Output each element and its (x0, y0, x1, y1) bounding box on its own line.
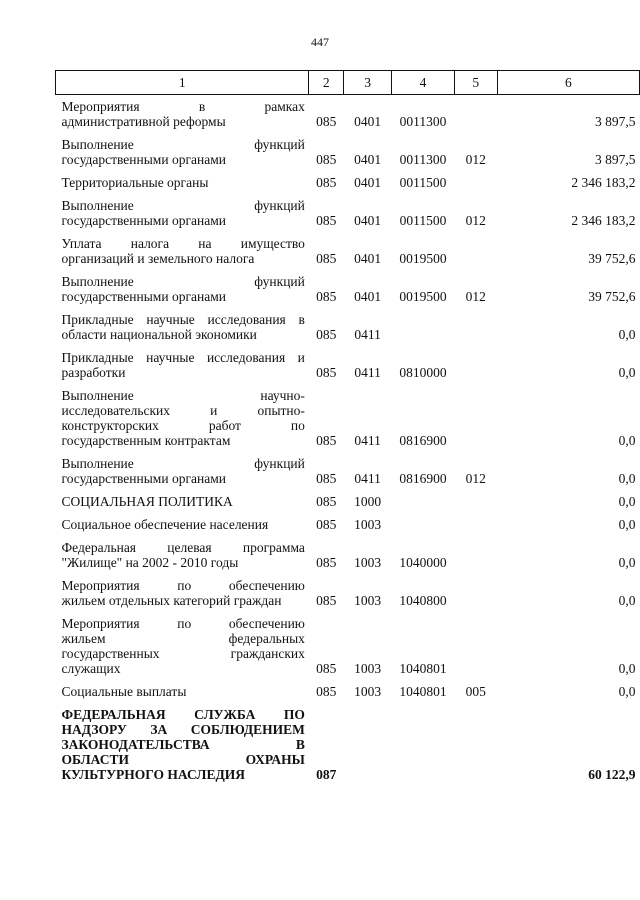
row-name-line: Социальные выплаты (61, 684, 187, 699)
table-row (56, 574, 640, 612)
expense-type-code (454, 308, 497, 346)
row-name-line: разработки (61, 365, 126, 380)
row-name-line: жильем федеральных (61, 631, 305, 646)
amount: 0,0 (618, 593, 636, 608)
expense-type-code (454, 703, 497, 786)
row-name-line: государственными органами (61, 471, 226, 486)
ministry-code: 087 (316, 767, 337, 782)
expense-type-code (454, 95, 497, 134)
page-number: 447 (311, 35, 329, 49)
row-name-line: НАДЗОРУ ЗА СОБЛЮДЕНИЕМ (61, 722, 305, 737)
section-code: 1003 (354, 661, 382, 676)
row-name-line: государственным контрактам (61, 433, 231, 448)
table-row (56, 490, 640, 513)
table-row (56, 536, 640, 574)
table-row (56, 232, 640, 270)
section-code: 1003 (354, 517, 382, 532)
row-name (56, 346, 309, 384)
row-name-line: ФЕДЕРАЛЬНАЯ СЛУЖБА ПО (61, 707, 305, 722)
target-code: 1040000 (399, 555, 447, 570)
amount: 2 346 183,2 (571, 175, 636, 190)
section-code: 0411 (354, 471, 381, 486)
amount: 3 897,5 (595, 152, 636, 167)
row-name-line: Выполнение функций (61, 198, 305, 213)
row-name-line: Выполнение функций (61, 137, 305, 152)
amount: 39 752,6 (588, 289, 636, 304)
table-row (56, 346, 640, 384)
section-code: 0401 (354, 114, 382, 129)
amount: 0,0 (618, 433, 636, 448)
row-name (56, 133, 309, 171)
expense-type-code (454, 612, 497, 680)
row-name-line: Мероприятия в рамках (61, 99, 305, 114)
ministry-code: 085 (316, 327, 337, 342)
expense-type-code: 005 (465, 684, 486, 699)
expense-type-code (454, 346, 497, 384)
amount: 60 122,9 (588, 767, 636, 782)
target-code (392, 308, 455, 346)
row-name (56, 384, 309, 452)
target-code: 1040800 (399, 593, 447, 608)
row-name (56, 536, 309, 574)
row-name-line: государственными органами (61, 152, 226, 167)
column-header-4: 4 (392, 71, 455, 95)
section-code: 0401 (354, 251, 382, 266)
row-name-line: Территориальные органы (61, 175, 209, 190)
expense-type-code (454, 574, 497, 612)
ministry-code: 085 (316, 251, 337, 266)
expense-type-code (454, 513, 497, 536)
row-name (56, 308, 309, 346)
amount: 0,0 (618, 517, 636, 532)
table-header (56, 71, 640, 95)
expense-type-code (454, 490, 497, 513)
table-row (56, 513, 640, 536)
row-name-line: Мероприятия по обеспечению (61, 616, 305, 631)
column-header-5: 5 (454, 71, 497, 95)
target-code (392, 703, 455, 786)
section-code: 1003 (354, 555, 382, 570)
ministry-code: 085 (316, 684, 337, 699)
row-name-line: Выполнение функций (61, 274, 305, 289)
row-name-line: области национальной экономики (61, 327, 257, 342)
ministry-code: 085 (316, 555, 337, 570)
column-header-6: 6 (497, 71, 639, 95)
table-row (56, 171, 640, 194)
row-name (56, 270, 309, 308)
expense-type-code: 012 (465, 289, 486, 304)
ministry-code: 085 (316, 494, 337, 509)
target-code: 0011300 (399, 114, 447, 129)
row-name-line: государственными органами (61, 213, 226, 228)
row-name (56, 194, 309, 232)
target-code (392, 490, 455, 513)
ministry-code: 085 (316, 152, 337, 167)
section-code: 0411 (354, 365, 381, 380)
row-name-line: государственными органами (61, 289, 226, 304)
target-code: 0011300 (399, 152, 447, 167)
row-name-line: "Жилище" на 2002 - 2010 годы (61, 555, 239, 570)
row-name-line: Прикладные научные исследования в (61, 312, 305, 327)
section-code: 1003 (354, 593, 382, 608)
ministry-code: 085 (316, 114, 337, 129)
row-name-line: административной реформы (61, 114, 226, 129)
row-name-line: Федеральная целевая программа (61, 540, 305, 555)
row-name (56, 680, 309, 703)
target-code: 0816900 (399, 471, 447, 486)
amount: 2 346 183,2 (571, 213, 636, 228)
row-name-line: СОЦИАЛЬНАЯ ПОЛИТИКА (61, 494, 233, 509)
target-code: 0816900 (399, 433, 447, 448)
column-header-3: 3 (344, 71, 392, 95)
row-name (56, 513, 309, 536)
target-code (392, 513, 455, 536)
row-name-line: государственных гражданских (61, 646, 305, 661)
ministry-code: 085 (316, 365, 337, 380)
amount: 0,0 (618, 365, 636, 380)
expense-type-code: 012 (465, 213, 486, 228)
section-code: 1003 (354, 684, 382, 699)
row-name-line: Социальное обеспечение населения (61, 517, 269, 532)
header-row (56, 71, 640, 95)
table-row (56, 95, 640, 134)
row-name-line: служащих (61, 661, 121, 676)
table-row (56, 703, 640, 786)
expense-type-code (454, 171, 497, 194)
row-name-line: исследовательских и опытно- (61, 403, 305, 418)
table-row (56, 133, 640, 171)
ministry-code: 085 (316, 471, 337, 486)
row-name (56, 95, 309, 134)
target-code: 0019500 (399, 289, 447, 304)
amount: 3 897,5 (595, 114, 636, 129)
row-name-line: Выполнение функций (61, 456, 305, 471)
row-name (56, 574, 309, 612)
target-code: 0019500 (399, 251, 447, 266)
expense-type-code: 012 (465, 152, 486, 167)
row-name-line: организаций и земельного налога (61, 251, 255, 266)
section-code: 0401 (354, 213, 382, 228)
expense-type-code (454, 384, 497, 452)
ministry-code: 085 (316, 213, 337, 228)
amount: 39 752,6 (588, 251, 636, 266)
amount: 0,0 (618, 555, 636, 570)
row-name-line: Уплата налога на имущество (61, 236, 305, 251)
budget-table (55, 70, 640, 786)
target-code: 1040801 (399, 661, 447, 676)
table-body (56, 95, 640, 787)
row-name-line: Прикладные научные исследования и (61, 350, 305, 365)
column-header-2: 2 (309, 71, 344, 95)
row-name (56, 490, 309, 513)
row-name (56, 612, 309, 680)
row-name-line: жильем отдельных категорий граждан (61, 593, 282, 608)
row-name-line: ОБЛАСТИ ОХРАНЫ (61, 752, 305, 767)
target-code: 1040801 (399, 684, 447, 699)
table-row (56, 194, 640, 232)
ministry-code: 085 (316, 661, 337, 676)
target-code: 0011500 (399, 175, 447, 190)
section-code: 0411 (354, 327, 381, 342)
section-code: 0401 (354, 289, 382, 304)
expense-type-code (454, 232, 497, 270)
section-code (344, 703, 392, 786)
expense-type-code: 012 (465, 471, 486, 486)
ministry-code: 085 (316, 517, 337, 532)
section-code: 0401 (354, 175, 382, 190)
section-code: 0411 (354, 433, 381, 448)
row-name-line: Выполнение научно- (61, 388, 305, 403)
table-row (56, 452, 640, 490)
row-name (56, 171, 309, 194)
row-name-line: конструкторских работ по (61, 418, 305, 433)
section-code: 0401 (354, 152, 382, 167)
row-name (56, 703, 309, 786)
amount: 0,0 (618, 684, 636, 699)
row-name (56, 232, 309, 270)
table-row (56, 612, 640, 680)
row-name-line: КУЛЬТУРНОГО НАСЛЕДИЯ (61, 767, 245, 782)
table-row (56, 308, 640, 346)
ministry-code: 085 (316, 593, 337, 608)
amount: 0,0 (618, 327, 636, 342)
section-code: 1000 (354, 494, 382, 509)
row-name-line: ЗАКОНОДАТЕЛЬСТВА В (61, 737, 305, 752)
amount: 0,0 (618, 661, 636, 676)
amount: 0,0 (618, 494, 636, 509)
table-row (56, 680, 640, 703)
ministry-code: 085 (316, 289, 337, 304)
target-code: 0011500 (399, 213, 447, 228)
column-header-1: 1 (56, 71, 309, 95)
table-row (56, 384, 640, 452)
row-name (56, 452, 309, 490)
table-row (56, 270, 640, 308)
ministry-code: 085 (316, 433, 337, 448)
ministry-code: 085 (316, 175, 337, 190)
amount: 0,0 (618, 471, 636, 486)
target-code: 0810000 (399, 365, 447, 380)
expense-type-code (454, 536, 497, 574)
row-name-line: Мероприятия по обеспечению (61, 578, 305, 593)
